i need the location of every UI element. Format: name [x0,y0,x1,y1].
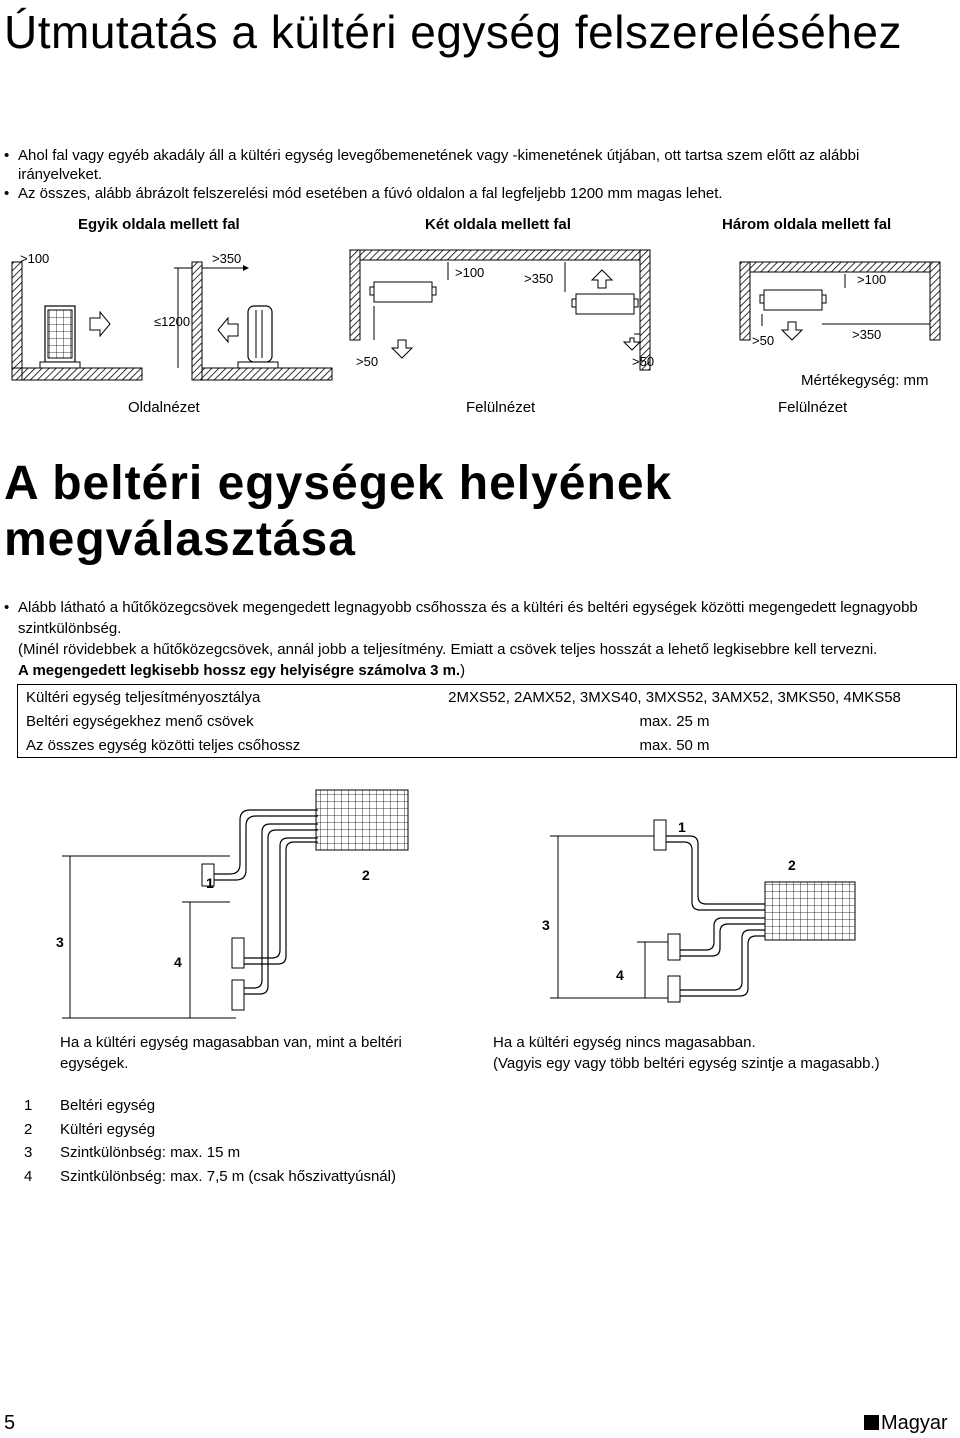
dim-label: >350 [524,271,554,286]
guideline-item: • Az összes, alább ábrázolt felszerelési mód esetében a fúvó oldalon a fal legfeljebb 1200 mm magas lehet. [2,184,942,203]
legend-number: 1 [24,1097,33,1114]
legend-item [24,1141,396,1165]
section-title-indoor: A beltéri egységek helyének megválasztása [4,457,673,566]
view-label-top: Felülnézet [466,399,536,416]
top-view-three-sides-diagram [740,262,940,340]
callout-2: 2 [362,867,370,883]
table-cell-label: Beltéri egységekhez menő csövek [18,709,394,733]
legend-list [24,1094,396,1188]
caption-right-line: Ha a kültéri egység nincs magasabban. [493,1034,756,1051]
legend-text: Szintkülönbség: max. 7,5 m (csak hőszivattyúsnál) [60,1167,396,1185]
piping-diagram-outdoor-higher [40,780,430,1030]
table-cell-label: Az összes egység közötti teljes csőhossz [18,733,394,758]
callout-4: 4 [174,954,182,970]
page-number: 5 [4,1412,16,1434]
table-cell-value: 2MXS52, 2AMX52, 3MXS40, 3MXS52, 3AMX52, 3MKS50, 4MKS58 [393,685,956,710]
legend-item [24,1165,396,1189]
dim-label: >350 [212,251,242,266]
language-label [864,1412,948,1435]
view-label-side: Oldalnézet [128,399,200,416]
legend-item [24,1118,396,1142]
clearance-figure [0,240,960,390]
table-row [18,733,957,758]
dim-label: ≤1200 [154,314,191,329]
outdoor-guidelines-list [2,146,942,203]
dim-label: >350 [852,327,882,342]
piping-diagram-outdoor-not-higher [520,800,940,1015]
callout-3: 3 [56,934,64,950]
table-row [18,685,957,710]
caption-right [493,1032,943,1074]
dim-label: >100 [20,251,50,266]
figure-heading-one-side: Egyik oldala mellett fal [78,216,240,233]
pipe-spec-table [17,684,957,758]
caption-left: Ha a kültéri egység magasabban van, mint a beltéri egységek. [60,1034,402,1072]
table-cell-label: Kültéri egység teljesítményosztálya [18,685,394,710]
dim-label: >100 [455,265,485,280]
dim-label: >50 [752,333,775,348]
legend-number: 3 [24,1144,33,1161]
callout-3: 3 [542,917,550,933]
intro-note: (Minél rövidebbek a hűtőközegcsövek, annál jobb a teljesítmény. Emiatt a csövek teljes hosszát a lehető legkisebbre kell tervezni. [18,641,878,658]
unit-note: Mértékegység: mm [801,372,929,389]
legend-text: Beltéri egység [60,1097,156,1114]
intro-bold-note: A megengedett legkisebb hossz egy helyiségre számolva 3 m. [18,662,461,679]
square-bullet-icon [864,1415,879,1430]
figure-heading-three-sides: Három oldala mellett fal [722,216,892,233]
callout-4: 4 [616,967,624,983]
legend-number: 2 [24,1120,33,1138]
caption-right-line: (Vagyis egy vagy több beltéri egység szintje a magasabb.) [493,1055,880,1072]
top-view-two-sides-diagram [350,250,650,370]
dim-label: >50 [632,354,655,369]
intro-close: ) [460,662,466,679]
table-row [18,709,957,733]
dim-label: >50 [356,354,379,369]
legend-text: Kültéri egység [60,1120,156,1138]
section-title-outdoor: Útmutatás a kültéri egység felszereléséhez [4,6,902,58]
dim-label: >100 [857,272,887,287]
table-cell-value: max. 50 m [393,733,956,758]
figure-heading-two-sides: Két oldala mellett fal [425,216,571,233]
intro-text: Alább látható a hűtőközegcsövek megengedett legnagyobb csőhossza és a kültéri és beltéri egységek közötti megengedett legnagyobb szintkülönbség. [18,599,918,637]
callout-2: 2 [788,857,796,873]
legend-text: Szintkülönbség: max. 15 m [60,1144,241,1161]
callout-1: 1 [678,819,686,835]
language-text: Magyar [881,1412,948,1434]
legend-number: 4 [24,1167,33,1185]
legend-item [24,1094,396,1118]
view-label-top: Felülnézet [778,399,848,416]
guideline-item: • Ahol fal vagy egyéb akadály áll a kültéri egység levegőbemenetének vagy -kimenetének útjában, ott tartsa szem előtt az alábbi irányelveket. [2,146,942,184]
indoor-intro: • Alább látható a hűtőközegcsövek megengedett legnagyobb csőhossza és a kültéri és beltéri egységek közötti megengedett legnagyobb szintkülönbség. (Minél rövidebbek a hűtőközegcsövek, annál jobb a teljesítmény. Emiatt a csövek teljes hosszát a lehető legkisebbre kell tervezni. A megengedett legkisebb hossz egy helyiségre számolva 3 m.) [2,597,942,681]
callout-1: 1 [206,875,214,891]
table-cell-value: max. 25 m [393,709,956,733]
